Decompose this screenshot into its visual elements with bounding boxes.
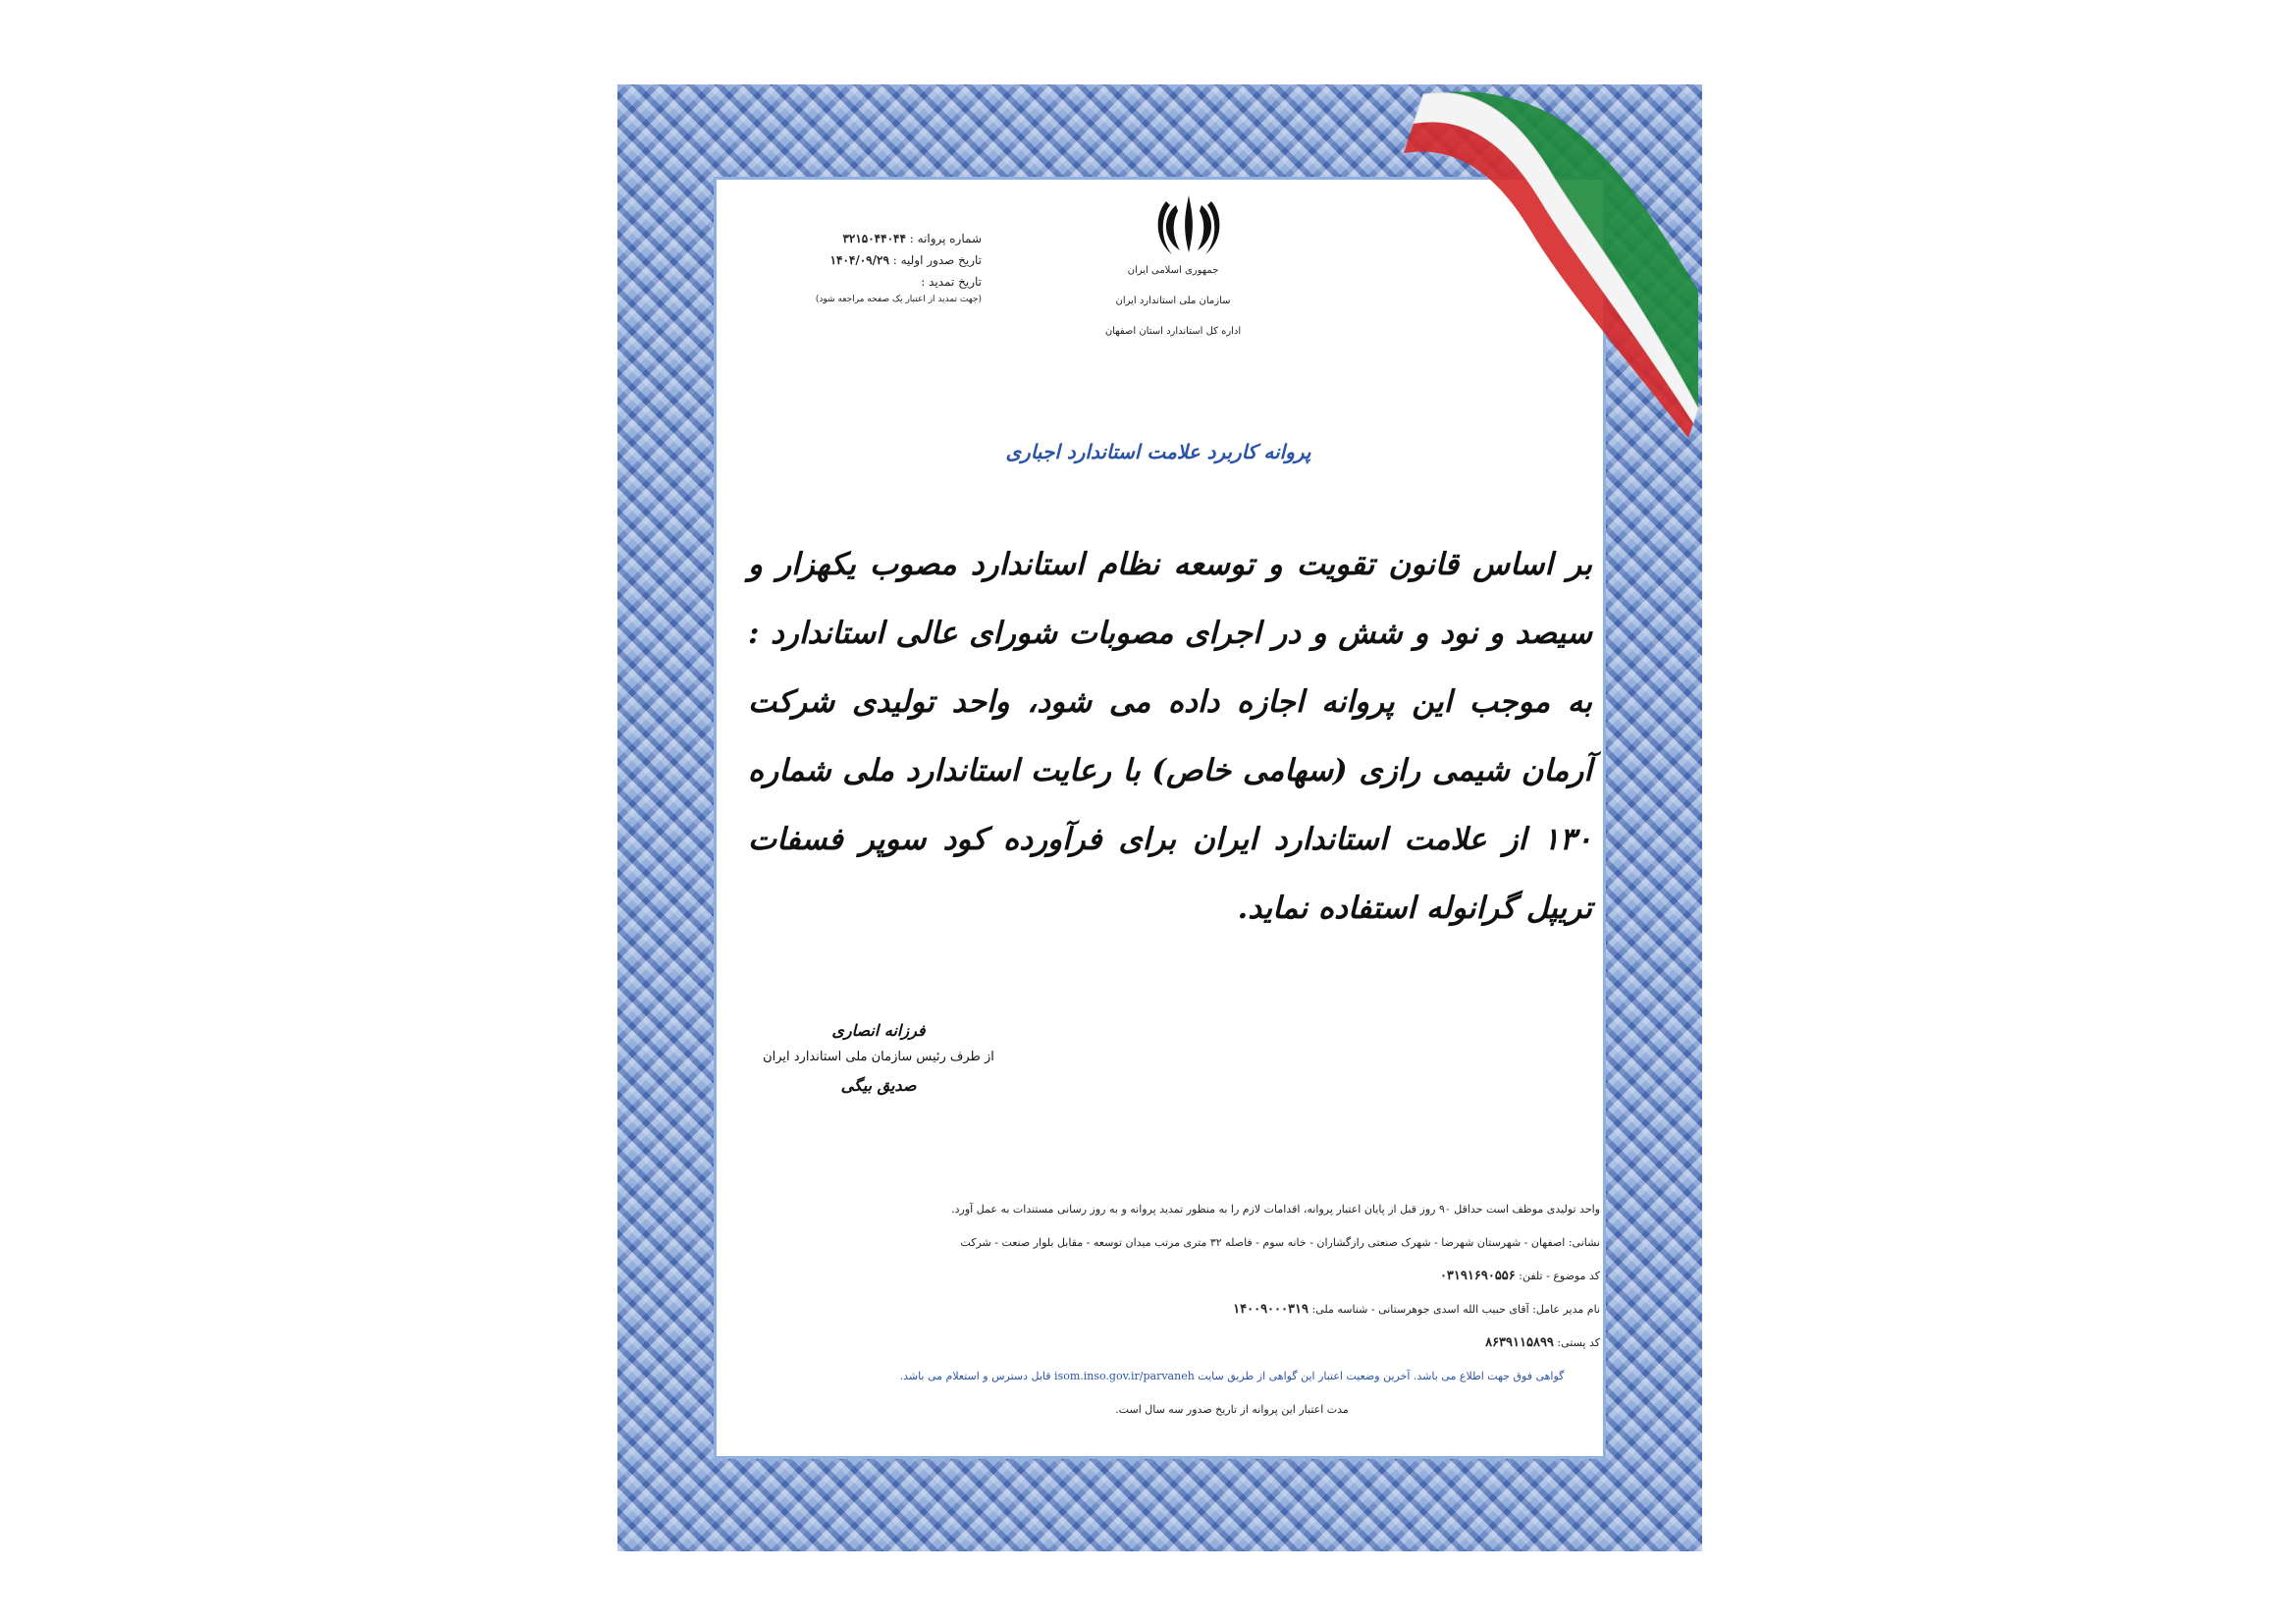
postal-label: کد پستی: — [1557, 1336, 1600, 1349]
license-body-text: بر اساس قانون تقویت و توسعه نظام استاندارد مصوب یکهزار و سیصد و نود و شش و در اجرای مصوبات شورای عالی استاندارد : به موجب این پروانه اجازه داده می شود، واحد تولیدی شرکت آرمان شیمی رازی (سهامی خاص) با رعایت استاندارد ملی شماره ۱۳۰ از علامت استاندارد ایران برای فرآورده کود سوپر فسفات تریپل گرانوله استفاده نماید. — [748, 547, 1592, 926]
org-line-1: جمهوری اسلامی ایران — [1127, 265, 1219, 276]
verification-link-text[interactable]: گواهی فوق جهت اطلاع می باشد. آخرین وضعیت اعتبار این گواهی از طریق سایت isom.inso.gov.ir/parvaneh قابل دسترس و استعلام می باشد. — [899, 1370, 1565, 1382]
first-issue-label: تاریخ صدور اولیه : — [892, 253, 982, 267]
signature-block — [756, 1021, 1001, 1095]
first-issue-row — [775, 249, 982, 271]
footer-notes — [864, 1193, 1600, 1427]
first-issue-value: ۱۴۰۴/۰۹/۲۹ — [829, 253, 889, 267]
footer-postal-row — [864, 1326, 1600, 1360]
renewal-row — [775, 271, 982, 293]
footer-phone-row — [864, 1260, 1600, 1293]
signature-mark: صدیق بیگی — [840, 1076, 917, 1095]
org-line-2: سازمان ملی استاندارد ایران — [1115, 296, 1231, 306]
national-emblem-icon — [1154, 191, 1223, 258]
org-line-3: اداره کل استاندارد استان اصفهان — [1104, 326, 1242, 337]
renewal-label: تاریخ تمدید : — [921, 275, 982, 289]
iran-flag-ribbon — [1404, 84, 1703, 438]
signatory-name: فرزانه انصاری — [831, 1021, 926, 1040]
renewal-note: (جهت تمدید از اعتبار یک صفحه مراجعه شود) — [815, 295, 982, 304]
footer-renewal-notice: واحد تولیدی موظف است حداقل ۹۰ روز قبل از پایان اعتبار پروانه، اقدامات لازم را به منظور تمدید پروانه و به روز رسانی مستندات به عمل آورد. — [951, 1203, 1600, 1216]
license-number-value: ۳۲۱۵۰۴۴۰۴۴ — [842, 232, 906, 245]
issuing-organization — [1099, 265, 1247, 356]
phone-value: ۰۳۱۹۱۶۹۰۵۵۶ — [1439, 1269, 1516, 1283]
manager-label: نام مدیر عامل: آقای حبیب الله اسدی جوهرستانی - شناسه ملی: — [1311, 1303, 1600, 1316]
manager-id-value: ۱۴۰۰۹۰۰۰۳۱۹ — [1233, 1302, 1308, 1317]
postal-value: ۸۶۳۹۱۱۵۸۹۹ — [1485, 1335, 1554, 1350]
footer-address: نشانی: اصفهان - شهرستان شهرضا - شهرک صنعتی رازگشاران - خانه سوم - فاصله ۳۲ متری مرتب میدان توسعه - مقابل بلوار صنعت - شرکت — [960, 1236, 1600, 1249]
phone-label: کد موضوع - تلفن: — [1519, 1270, 1600, 1282]
license-number-label: شماره پروانه : — [909, 232, 982, 245]
license-number-row — [775, 228, 982, 249]
validity-text: مدت اعتبار این پروانه از تاریخ صدور سه سال است. — [1115, 1403, 1349, 1416]
document-title: پروانه کاربرد علامت استاندارد اجباری — [1005, 440, 1311, 463]
license-meta — [775, 228, 982, 306]
signatory-title: از طرف رئیس سازمان ملی استاندارد ایران — [763, 1050, 994, 1064]
footer-manager-row — [864, 1293, 1600, 1326]
